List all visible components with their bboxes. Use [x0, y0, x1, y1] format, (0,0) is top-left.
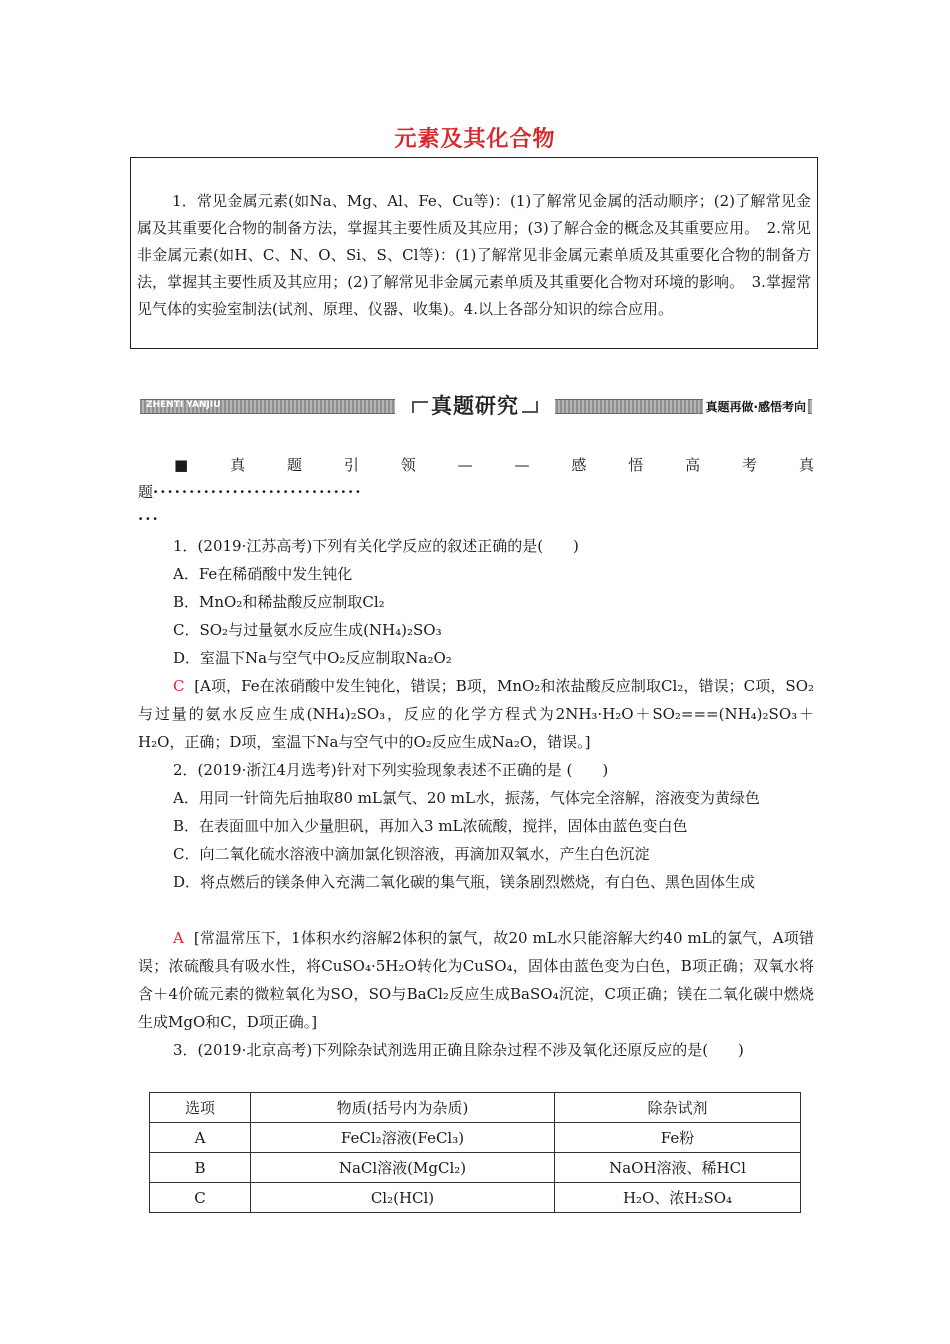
heading-char: 引	[343, 456, 359, 474]
q1-option-b: B．MnO₂和稀盐酸反应制取Cl₂	[173, 593, 385, 611]
section-heading	[138, 452, 814, 533]
banner-title-text: 真题研究	[431, 394, 519, 418]
heading-char: 题	[286, 456, 302, 474]
table-cell: Cl₂(HCl)	[251, 1183, 555, 1213]
table-header-row	[150, 1093, 801, 1123]
heading-char: 高	[685, 456, 701, 474]
section-banner	[140, 393, 812, 419]
table-cell: FeCl₂溶液(FeCl₃)	[251, 1123, 555, 1153]
q1-option-c: C．SO₂与过量氨水反应生成(NH₄)₂SO₃	[173, 621, 442, 639]
table-header: 除杂试剂	[555, 1093, 801, 1123]
heading-char: 真	[798, 456, 814, 474]
heading-char: 感	[571, 456, 587, 474]
table-cell: NaCl溶液(MgCl₂)	[251, 1153, 555, 1183]
q2-explanation: [常温常压下，1体积水约溶解2体积的氯气，故20 mL水只能溶解大约40 mL的氯气，A项错误；浓硫酸具有吸水性，将CuSO₄·5H₂O转化为CuSO₄，固体由蓝色变为白色，B项正确；双氧水将含＋4价硫元素的微粒氧化为SO，SO与BaCl₂反应生成BaSO₄沉淀，C项正确；镁在二氧化碳中燃烧生成MgO和C，D项正确。]	[138, 929, 814, 1031]
table-row	[150, 1183, 801, 1213]
table-cell: C	[150, 1183, 251, 1213]
heading-char: ■	[174, 456, 189, 474]
table-cell: B	[150, 1153, 251, 1183]
bracket-left-icon	[412, 401, 428, 413]
q1-answer: C	[173, 677, 185, 695]
q2-option-c: C．向二氧化硫水溶液中滴加氯化钡溶液，再滴加双氧水，产生白色沉淀	[173, 845, 650, 863]
heading-char: 悟	[628, 456, 644, 474]
exam-requirements-box	[130, 157, 818, 349]
heading-dots: ···	[138, 510, 160, 528]
heading-char: 领	[400, 456, 416, 474]
page-title: 元素及其化合物	[394, 126, 556, 152]
q1-explanation: [A项，Fe在浓硝酸中发生钝化，错误；B项，MnO₂和浓盐酸反应制取Cl₂，错误；C项，SO₂与过量的氨水反应生成(NH₄)₂SO₃，反应的化学方程式为2NH₃·H₂O＋SO₂===(NH₄)₂SO₃＋H₂O，正确；D项，室温下Na与空气中的O₂反应生成Na₂O，错误。]	[138, 677, 815, 751]
q2-option-b: B．在表面皿中加入少量胆矾，再加入3 mL浓硫酸，搅拌，固体由蓝色变白色	[173, 817, 688, 835]
heading-char: —	[514, 456, 530, 474]
heading-char: 题	[138, 483, 154, 501]
table-header: 选项	[150, 1093, 251, 1123]
q2-option-d: D．将点燃后的镁条伸入充满二氧化碳的集气瓶，镁条剧烈燃烧，有白色、黑色固体生成	[173, 873, 756, 891]
q1-option-d: D．室温下Na与空气中O₂反应制取Na₂O₂	[173, 649, 452, 667]
q2-answer: A	[173, 929, 184, 947]
table-cell: NaOH溶液、稀HCl	[555, 1153, 801, 1183]
q3-stem: 3．(2019·北京高考)下列除杂试剂选用正确且除杂过程不涉及氧化还原反应的是( )	[173, 1041, 744, 1059]
q1-option-a: A．Fe在稀硝酸中发生钝化	[173, 565, 353, 583]
reagent-table	[149, 1092, 801, 1213]
q2-answer-block	[138, 924, 814, 1036]
table-cell: Fe粉	[555, 1123, 801, 1153]
q2-stem: 2．(2019·浙江4月选考)针对下列实验现象表述不正确的是 ( )	[173, 761, 609, 779]
q1-stem: 1．(2019·江苏高考)下列有关化学反应的叙述正确的是( )	[173, 537, 579, 555]
q1-answer-block	[138, 672, 814, 756]
table-cell: A	[150, 1123, 251, 1153]
bracket-right-icon	[522, 401, 538, 413]
heading-dots: ·····························	[153, 483, 363, 501]
banner-subtitle: 真题再做·感悟考向	[705, 400, 806, 414]
table-header: 物质(括号内为杂质)	[251, 1093, 555, 1123]
heading-char: 真	[230, 456, 246, 474]
exam-requirements-text: 1．常见金属元素(如Na、Mg、Al、Fe、Cu等)：(1)了解常见金属的活动顺序；(2)了解常见金属及其重要化合物的制备方法，掌握其主要性质及其应用；(3)了解合金的概念及其重要应用。 2.常见非金属元素(如H、C、N、O、Si、S、Cl等)：(1)了解常见非金属元素单质及其重要化合物的制备方法，掌握其主要性质及其应用；(2)了解常见非金属元素单质及其重要化合物对环境的影响。 3.掌握常见气体的实验室制法(试剂、原理、仪器、收集)。4.以上各部分知识的综合应用。	[137, 192, 811, 318]
table-cell: H₂O、浓H₂SO₄	[555, 1183, 801, 1213]
q2-option-a: A．用同一针筒先后抽取80 mL氯气、20 mL水，振荡，气体完全溶解，溶液变为黄绿色	[173, 789, 760, 807]
banner-pinyin: ZHENTI YANJIU	[146, 400, 221, 410]
heading-char: —	[457, 456, 473, 474]
banner-title	[395, 393, 555, 419]
table-row	[150, 1153, 801, 1183]
table-row	[150, 1123, 801, 1153]
heading-char: 考	[742, 456, 758, 474]
